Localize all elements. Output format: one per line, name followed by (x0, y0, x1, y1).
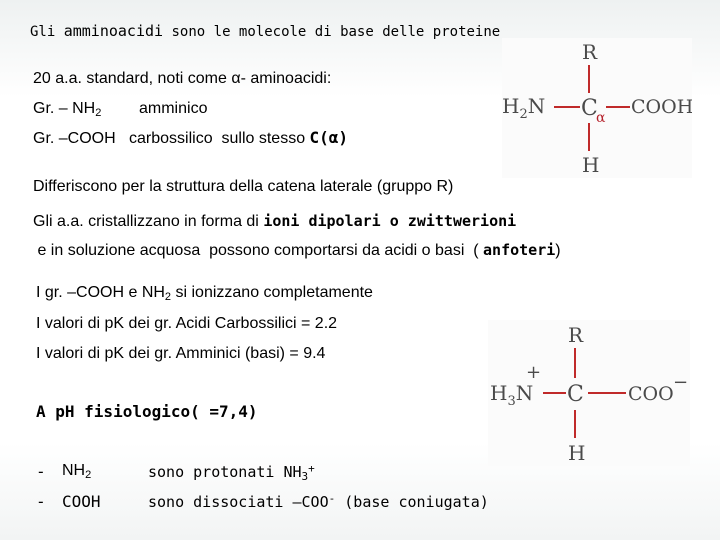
ionic-1-emph: ioni dipolari o zwittwerioni (263, 212, 517, 230)
cooh-group: COOH (62, 492, 101, 511)
ionize-line (36, 284, 373, 303)
carboxyl-group-line (33, 128, 348, 148)
struct1-right: COOH (631, 96, 692, 118)
ionic-2-suffix: ) (555, 242, 561, 259)
ionize-prefix: I gr. –COOH e NH (36, 284, 165, 301)
structure-zwitterion-svg (488, 320, 690, 466)
carboxyl-text: Gr. –COOH carbossilico sullo stesso (33, 130, 310, 147)
amino-sub: 2 (95, 107, 102, 119)
ph-text: A pH fisiologico( =7,4) (36, 402, 258, 421)
cooh-desc: sono dissociati –COO- (base coniugata) (148, 492, 489, 511)
struct2-minus: − (673, 372, 689, 393)
side-chain-line (33, 178, 453, 196)
pk-base-line (36, 345, 325, 363)
struct2-bottom: H (568, 441, 586, 465)
pk-base-text: I valori di pK dei gr. Amminici (basi) = 9.4 (36, 345, 326, 362)
ionic-2-prefix: e in soluzione acquosa possono comportarsi da acidi o basi ( (33, 242, 484, 259)
standard-text: 20 a.a. standard, noti come α- aminoacidi: (33, 70, 332, 87)
struct2-plus: + (526, 362, 542, 383)
struct1-center: C (581, 96, 598, 121)
structure-neutral (502, 38, 692, 178)
nh2-row (36, 462, 315, 483)
pk-acid-line (36, 315, 337, 333)
amino-prefix: Gr. – NH (33, 100, 96, 117)
pk-acid-text: I valori di pK dei gr. Acidi Carbossilici = 2.2 (36, 315, 338, 332)
side-chain-text: Differiscono per la struttura della catena laterale (gruppo R) (33, 178, 454, 195)
ionic-2-emph: anfoteri (483, 241, 556, 259)
structure-zwitterion (488, 320, 690, 466)
nh2-dash: - (36, 462, 46, 481)
ionic-line-2 (33, 241, 561, 260)
standard-line (33, 70, 331, 88)
ionize-suffix: si ionizzano completamente (171, 284, 373, 301)
carboxyl-emph: C(α) (309, 128, 349, 147)
ionic-line-1 (33, 212, 516, 231)
nh2-desc: sono protonati $NH_3^+$ (148, 462, 315, 483)
amino-label: amminico (139, 100, 208, 117)
struct1-left: $H_2N$ (502, 94, 546, 122)
ionic-1-prefix: Gli a.a. cristallizzano in forma di (33, 213, 264, 230)
ionize-sub: 2 (164, 291, 172, 303)
ph-line (36, 402, 258, 421)
struct2-right: COO (628, 383, 674, 405)
title-prefix: Gli (30, 24, 64, 40)
title-rest: sono le molecole di base delle proteine (163, 24, 501, 40)
cooh-dash: - (36, 492, 46, 511)
nh2-group: $NH_2$ (62, 462, 92, 481)
title-emph: amminoacidi (63, 22, 164, 40)
struct1-r: R (582, 40, 598, 64)
struct2-left: $H_3N$ (490, 381, 534, 409)
title-line (30, 22, 500, 40)
cooh-row (36, 492, 489, 511)
struct2-r: R (568, 323, 584, 347)
amino-group-line (33, 100, 208, 119)
struct1-bottom: H (582, 153, 600, 177)
struct1-alpha: α (596, 110, 606, 126)
structure-neutral-svg (502, 38, 692, 178)
struct2-center: C (567, 382, 584, 407)
